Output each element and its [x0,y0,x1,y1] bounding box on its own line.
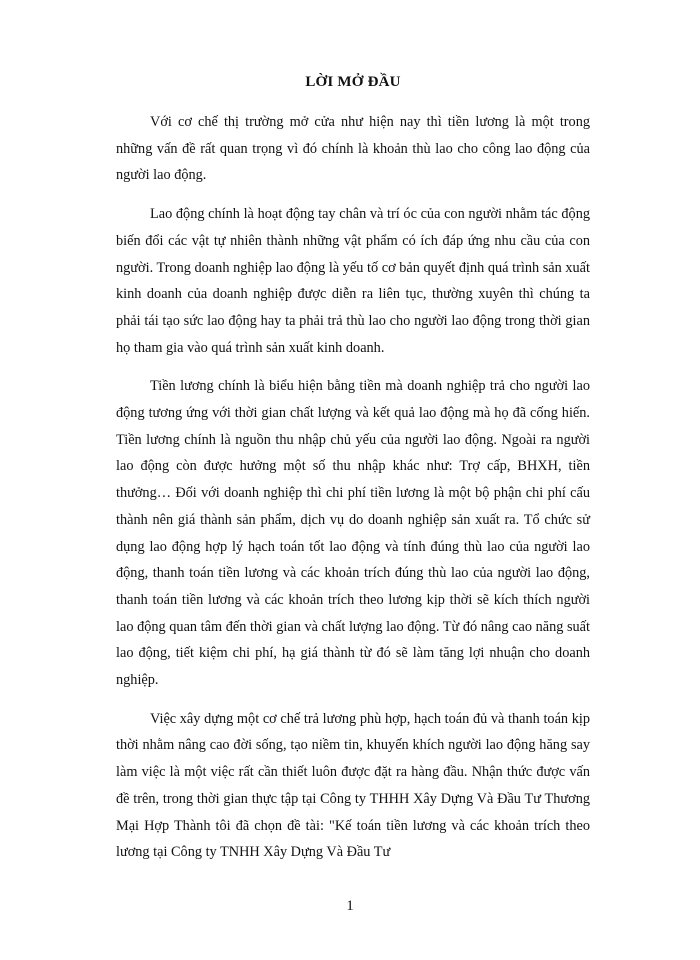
page-number: 1 [346,898,354,914]
paragraph-1: Với cơ chế thị trường mở cửa như hiện nay thì tiền lương là một trong những vấn đề rất quan trọng vì đó chính là khoản thù lao cho công lao động của người lao động. [116,114,590,184]
paragraph-2: Lao động chính là hoạt động tay chân và trí óc của con người nhằm tác động biến đổi các vật tự nhiên thành những vật phẩm có ích đáp ứng nhu cầu của con người. Trong doanh nghiệp lao động là yếu tố cơ bản quyết định quá trình sản xuất kinh doanh của doanh nghiệp được diễn ra liên tục, thường xuyên thì chúng ta phải tái tạo sức lao động hay ta phải trả thù lao cho người lao động trong thời gian họ tham gia vào quá trình sản xuất kinh doanh. [116,206,590,356]
document-page [116,72,590,878]
paragraph-4: Việc xây dựng một cơ chế trả lương phù hợp, hạch toán đủ và thanh toán kịp thời nhằm nâng cao đời sống, tạo niềm tin, khuyến khích người lao động hăng say làm việc là một việc rất cần thiết luôn được đặt ra hàng đầu. Nhận thức được vấn đề trên, trong thời gian thực tập tại Công ty THHH Xây Dựng Và Đầu Tư Thương Mại Hợp Thành tôi đã chọn đề tài: "Kế toán tiền lương và các khoản trích theo lương tại Công ty TNHH Xây Dựng Và Đầu Tư [116,710,590,861]
paragraph-3: Tiền lương chính là biểu hiện bằng tiền mà doanh nghiệp trả cho người lao động tương ứng với thời gian chất lượng và kết quả lao động mà họ đã cống hiến. Tiền lương chính là nguồn thu nhập chủ yếu của người lao động. Ngoài ra người lao động còn được hưởng một số thu nhập khác như: Trợ cấp, BHXH, tiền thưởng… Đối với doanh nghiệp thì chi phí tiền lương là một bộ phận chi phí cấu thành nên giá thành sản phẩm, dịch vụ do doanh nghiệp sản xuất ra. Tổ chức sử dụng lao động hợp lý hạch toán tốt lao động và tính đúng thù lao của người lao động, thanh toán tiền lương và các khoản trích đúng thù lao của người lao động, thanh toán tiền lương và các khoản trích theo lương kịp thời sẽ kích thích người lao động quan tâm đến thời gian và chất lượng lao động. Từ đó nâng cao năng suất lao động, tiết kiệm chi phí, hạ giá thành từ đó sẽ làm tăng lợi nhuận cho doanh nghiệp. [116,378,590,689]
document-title: LỜI MỞ ĐẦU [305,74,401,90]
